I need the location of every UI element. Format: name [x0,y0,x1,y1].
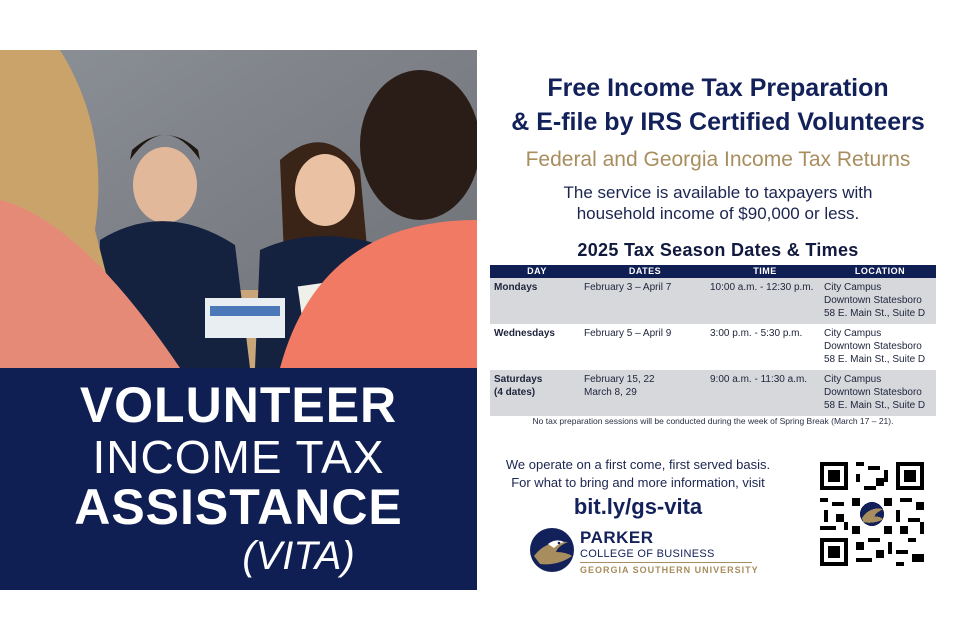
location-line: Downtown Statesboro [824,295,922,306]
logo-divider [580,562,752,563]
row-time: 10:00 a.m. - 12:30 p.m. [710,282,814,293]
row-dates [580,281,706,324]
info-url-link[interactable]: bit.ly/gs-vita [573,494,703,519]
description-line-2: household income of $90,000 or less. [576,204,860,223]
left-panel [0,50,477,590]
qr-code [820,462,924,566]
location-line: City Campus [824,282,882,293]
schedule-table [490,265,936,416]
description-line-1: The service is available to taxpayers with [563,183,873,202]
dates-text: February 15, 22 [584,374,655,385]
headline-line-2: & E-file by IRS Certified Volunteers [511,108,925,136]
table-row [490,324,936,370]
location-line: City Campus [824,374,882,385]
day-text: Wednesdays [494,328,555,339]
headline-line-1: Free Income Tax Preparation [547,74,889,102]
row-day [490,373,580,416]
dates-text: February 5 – April 9 [584,328,672,339]
row-time: 9:00 a.m. - 11:30 a.m. [710,374,808,385]
banner-line-2: INCOME TAX [92,431,385,483]
spring-break-note: No tax preparation sessions will be conducted during the week of Spring Break (March 17 – 21). [532,416,894,426]
info-text [488,456,788,492]
table-row [490,278,936,324]
column-header-location: LOCATION [854,266,906,276]
banner-line-3: ASSISTANCE [74,479,403,535]
location-line: Downtown Statesboro [824,387,922,398]
dates-text: February 3 – April 7 [584,282,672,293]
row-dates [580,327,706,370]
info-line-1: We operate on a first come, first served basis. [505,457,771,472]
eagle-icon [528,526,576,574]
table-header [490,265,936,278]
info-line-2: For what to bring and more information, visit [511,475,765,490]
eligibility-description [488,182,948,224]
column-header-day: DAY [527,266,547,276]
location-line: Downtown Statesboro [824,341,922,352]
schedule-title: 2025 Tax Season Dates & Times [577,240,859,260]
row-location [820,373,936,416]
banner-line-1: VOLUNTEER [79,377,398,433]
row-location [820,281,936,324]
row-day [490,327,580,370]
day-text: Saturdays [494,374,543,385]
row-location [820,327,936,370]
row-time: 3:00 p.m. - 5:30 p.m. [710,328,803,339]
logo-college: COLLEGE OF BUSINESS [580,548,715,560]
column-header-time: TIME [753,266,777,276]
location-line: 58 E. Main St., Suite D [824,308,926,319]
day-text: (4 dates) [494,387,536,398]
banner-line-4: (VITA) [242,534,355,578]
row-day [490,281,580,324]
location-line: City Campus [824,328,882,339]
location-line: 58 E. Main St., Suite D [824,400,926,411]
day-text: Mondays [494,282,538,293]
row-dates [580,373,706,416]
vita-banner [0,368,477,590]
volunteers-photo [0,50,477,368]
logo-university: GEORGIA SOUTHERN UNIVERSITY [580,565,759,575]
column-header-dates: DATES [628,266,662,276]
logo-name: PARKER [580,528,654,547]
parker-college-logo [528,526,768,576]
subtitle: Federal and Georgia Income Tax Returns [525,148,911,171]
dates-text: March 8, 29 [584,387,637,398]
location-line: 58 E. Main St., Suite D [824,354,926,365]
table-row [490,370,936,416]
